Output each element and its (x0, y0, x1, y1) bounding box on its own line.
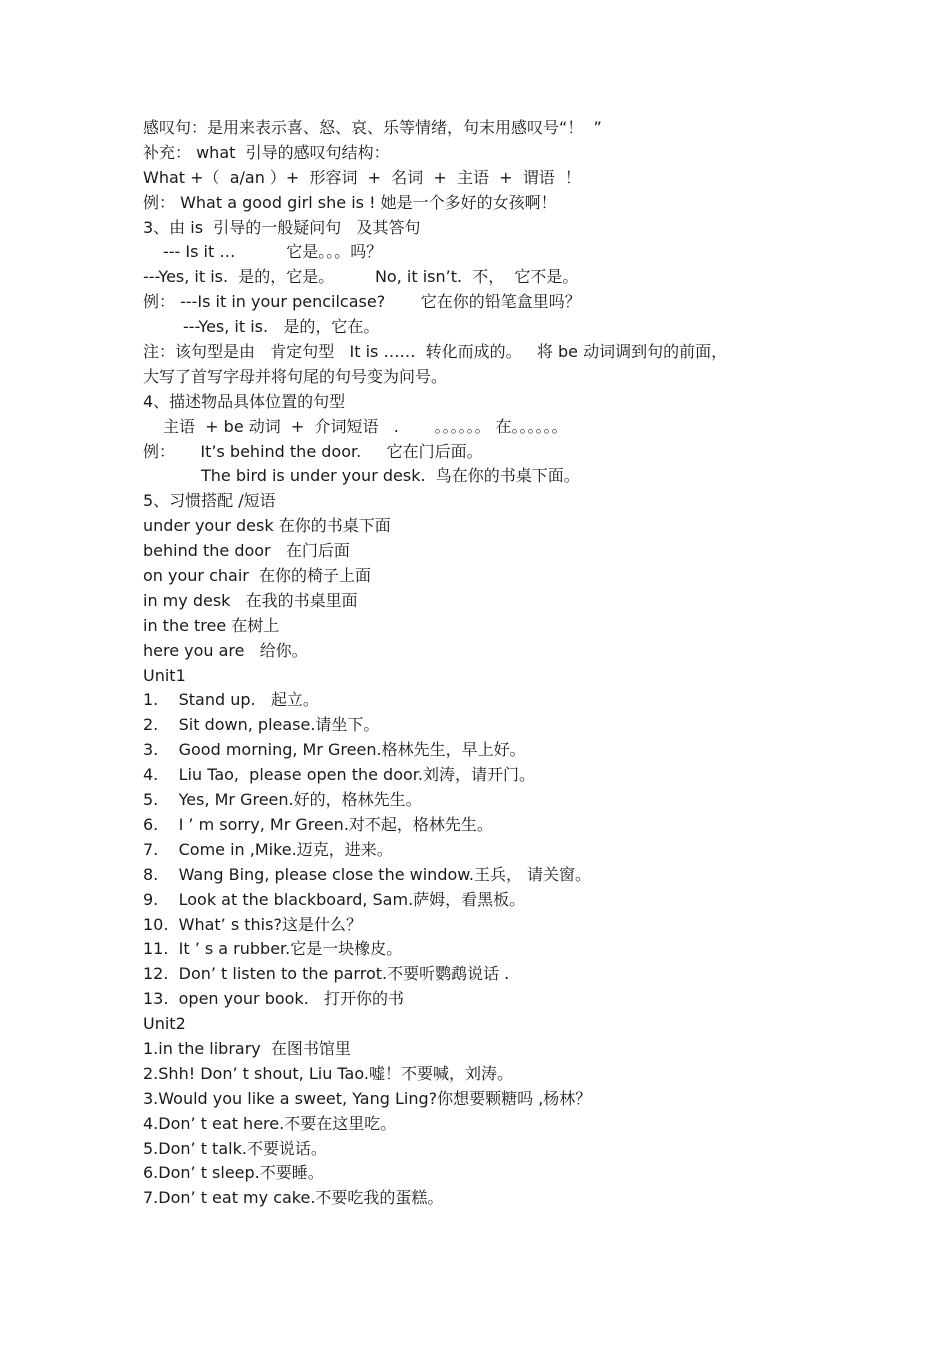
text-line: 例： ---Is it in your pencilcase? 它在你的铅笔盒里吗？ (143, 292, 581, 312)
document-body (143, 116, 823, 1211)
text-line: in my desk 在我的书桌里面 (143, 590, 358, 610)
text-line: 10. What’ s this?这是什么？ (143, 914, 362, 934)
text-line: 11. It ’ s a rubber.它是一块橡皮。 (143, 939, 403, 959)
text-line: 5. Yes, Mr Green.好的，格林先生。 (143, 790, 422, 810)
text-line: 12. Don’ t listen to the parrot.不要听鹦鹉说话 . (143, 964, 510, 984)
text-line: Unit2 (143, 1014, 186, 1034)
text-line: 感叹句：是用来表示喜、怒、哀、乐等情绪，句末用感叹号“！ ” (143, 118, 602, 137)
text-line: 1. Stand up. 起立。 (143, 690, 319, 710)
text-line: 7.Don’ t eat my cake.不要吃我的蛋糕。 (143, 1188, 444, 1208)
text-line: 3. Good morning, Mr Green.格林先生，早上好。 (143, 740, 526, 760)
text-line: 例： What a good girl she is ! 她是一个多好的女孩啊！ (143, 192, 557, 212)
text-line: on your chair 在你的椅子上面 (143, 566, 372, 586)
text-line: 4. Liu Tao, please open the door.刘涛，请开门。 (143, 765, 535, 785)
text-line: 1.in the library 在图书馆里 (143, 1038, 351, 1058)
text-line: What +（ a/an ）+ 形容词 + 名词 + 主语 + 谓语 ！ (143, 167, 581, 187)
text-line: 13. open your book. 打开你的书 (143, 989, 405, 1009)
text-line: 9. Look at the blackboard, Sam.萨姆，看黑板。 (143, 889, 526, 909)
text-line: ---Yes, it is. 是的，它是。 No, it isn’t. 不， 它不是。 (143, 267, 579, 287)
text-line: 4.Don’ t eat here.不要在这里吃。 (143, 1113, 397, 1133)
text-line: 6. I ’ m sorry, Mr Green.对不起，格林先生。 (143, 814, 493, 834)
text-line: 例： It’s behind the door. 它在门后面。 (143, 441, 483, 461)
text-line: The bird is under your desk. 鸟在你的书桌下面。 (201, 466, 580, 486)
text-line: Unit1 (143, 665, 186, 685)
text-line: 2.Shh! Don’ t shout, Liu Tao.嘘！不要喊，刘涛。 (143, 1063, 513, 1083)
text-line: 补充： what 引导的感叹句结构： (143, 142, 390, 162)
text-line: under your desk 在你的书桌下面 (143, 516, 391, 536)
text-line: 5.Don’ t talk.不要说话。 (143, 1138, 327, 1158)
text-line: 注：该句型是由 肯定句型 It is …… 转化而成的。 将 be 动词调到句的前面， (143, 342, 728, 362)
text-line: ---Yes, it is. 是的，它在。 (183, 317, 380, 337)
text-line: 4、描述物品具体位置的句型 (143, 391, 346, 411)
text-line: 7. Come in ,Mike.迈克，进来。 (143, 839, 393, 859)
text-line: 6.Don’ t sleep.不要睡。 (143, 1163, 324, 1183)
text-line: --- Is it … 它是。。。吗？ (163, 242, 383, 262)
text-line: 5、习惯搭配 /短语 (143, 491, 276, 511)
text-line: 3、由 is 引导的一般疑问句 及其答句 (143, 217, 421, 237)
text-line: 2. Sit down, please.请坐下。 (143, 715, 380, 735)
text-line: 3.Would you like a sweet, Yang Ling?你想要颗糖吗 ,杨林？ (143, 1088, 592, 1108)
text-line: 主语 + be 动词 + 介词短语 . 。。。。。。 在。。。。。。 (163, 416, 568, 436)
text-line: 8. Wang Bing, please close the window.王兵， 请关窗。 (143, 864, 592, 884)
text-line: in the tree 在树上 (143, 615, 280, 635)
text-line: 大写了首写字母并将句尾的句号变为问号。 (143, 366, 448, 386)
text-line: here you are 给你。 (143, 640, 308, 660)
text-line: behind the door 在门后面 (143, 541, 350, 561)
